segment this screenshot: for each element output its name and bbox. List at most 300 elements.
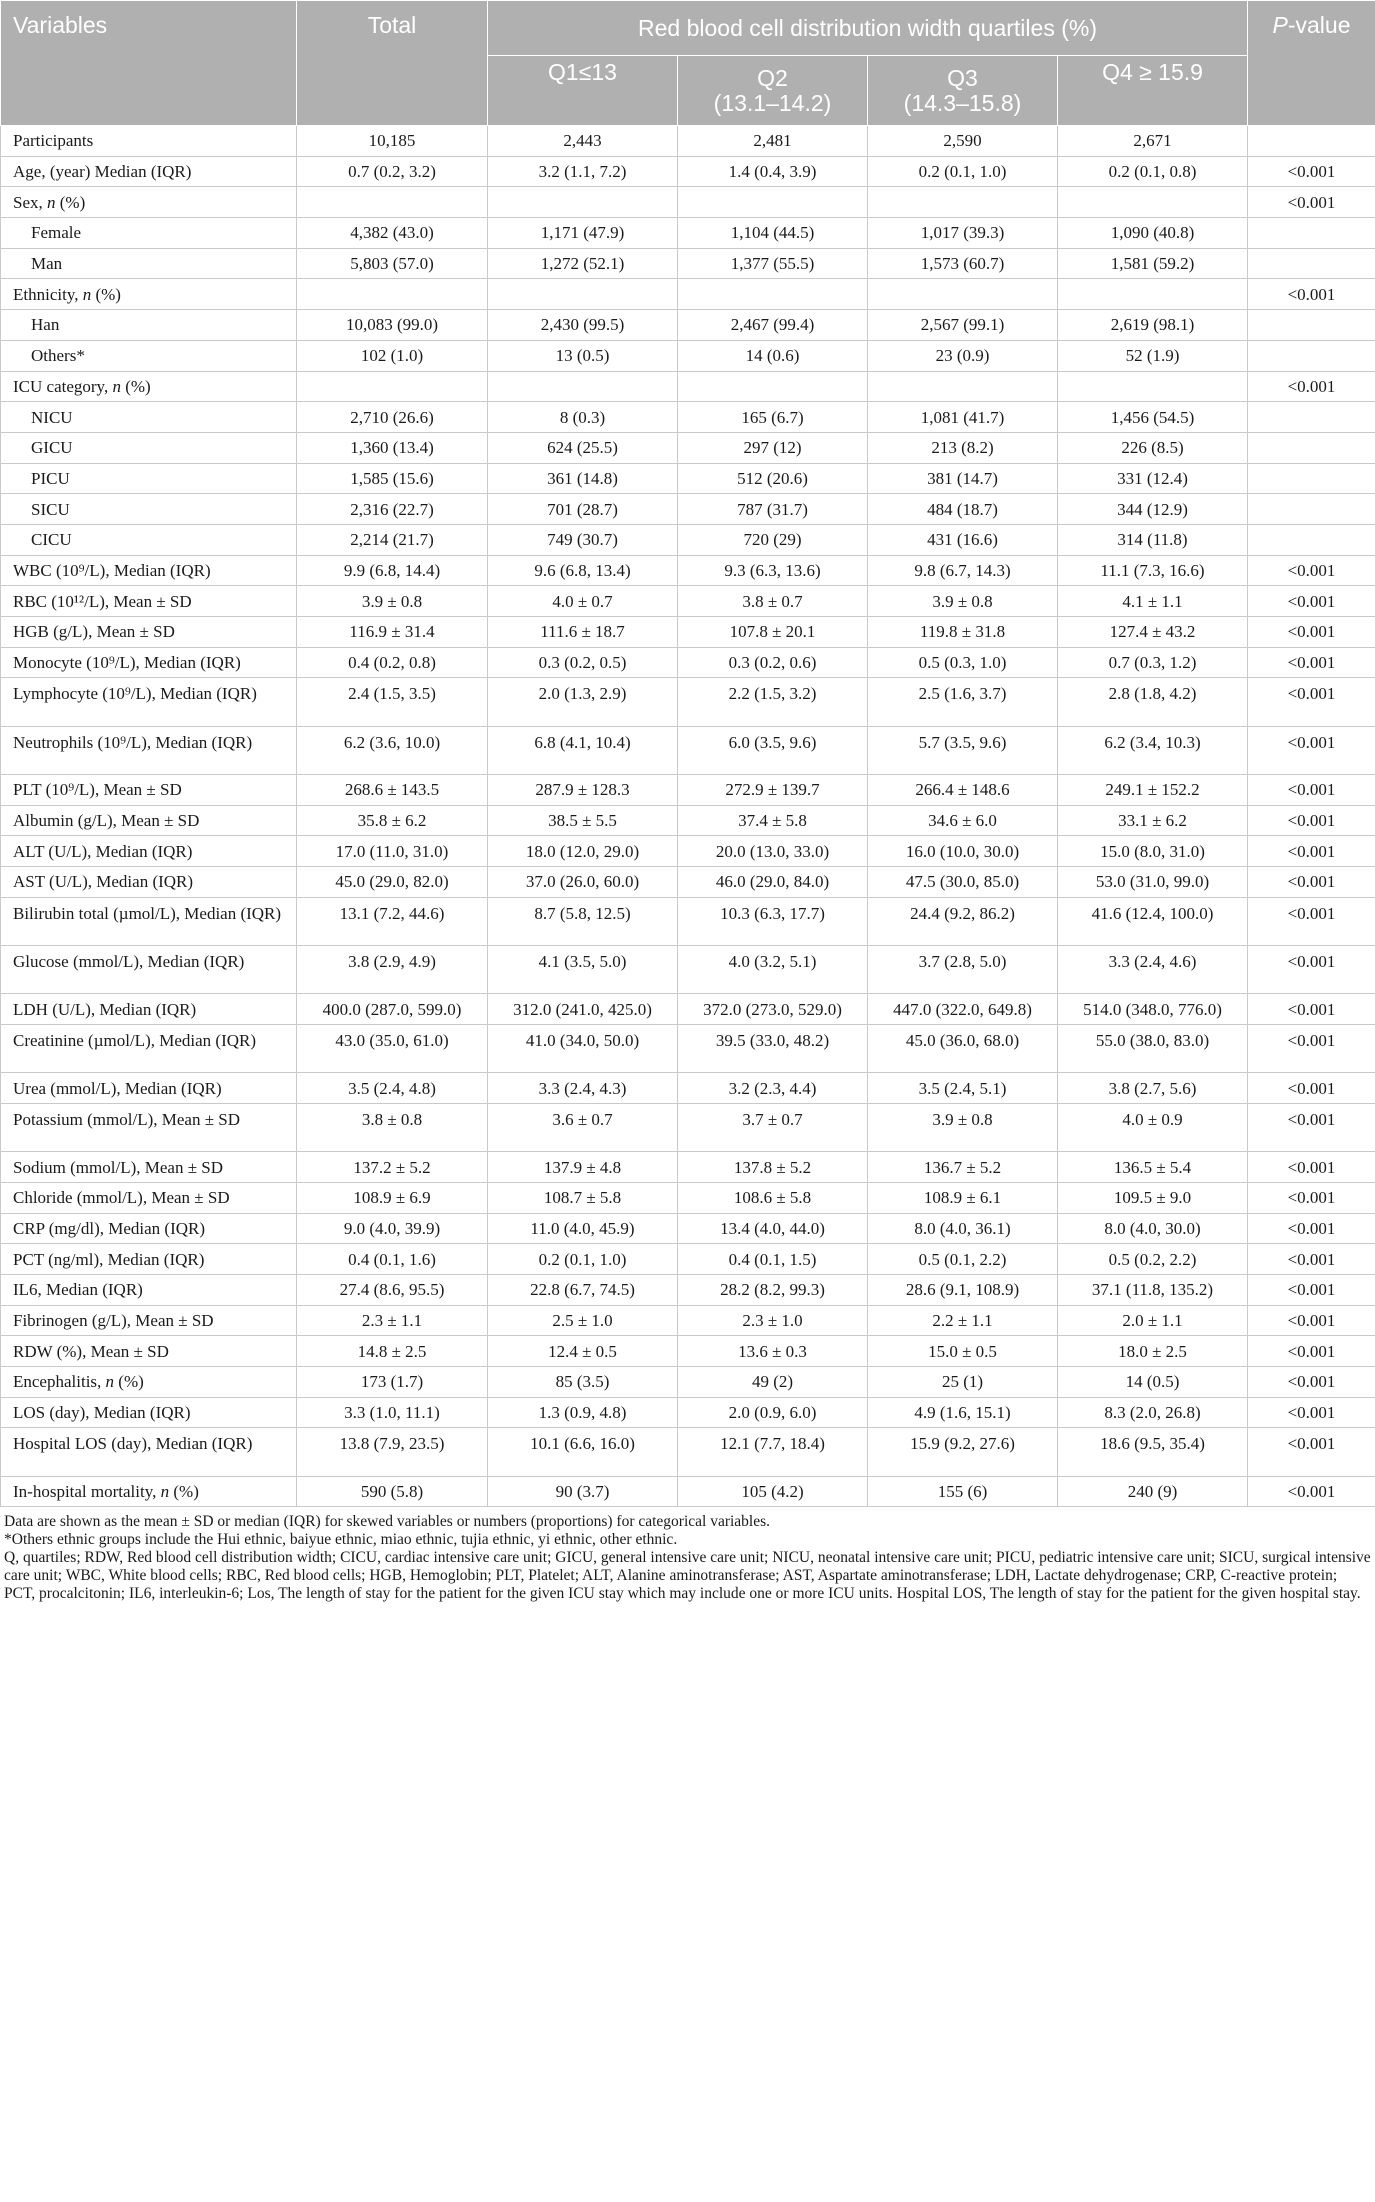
p-value-cell [1248, 432, 1375, 463]
q1-cell: 90 (3.7) [488, 1476, 678, 1507]
stat-n-symbol: n [105, 1372, 115, 1392]
q1-cell [488, 279, 678, 310]
total-cell: 3.5 (2.4, 4.8) [297, 1073, 488, 1104]
q1-cell: 11.0 (4.0, 45.9) [488, 1213, 678, 1244]
q3-cell: 1,573 (60.7) [868, 248, 1058, 279]
total-cell [297, 371, 488, 402]
q1-cell: 3.6 ± 0.7 [488, 1103, 678, 1151]
total-cell: 0.7 (0.2, 3.2) [297, 156, 488, 187]
p-value-cell: <0.001 [1248, 1025, 1375, 1073]
q4-cell: 331 (12.4) [1058, 463, 1248, 494]
q4-cell: 6.2 (3.4, 10.3) [1058, 726, 1248, 774]
q3-cell: 45.0 (36.0, 68.0) [868, 1025, 1058, 1073]
q3-cell: 4.9 (1.6, 15.1) [868, 1397, 1058, 1428]
total-cell: 4,382 (43.0) [297, 218, 488, 249]
q4-cell: 0.5 (0.2, 2.2) [1058, 1244, 1248, 1275]
p-value-cell: <0.001 [1248, 371, 1375, 402]
q2-cell: 272.9 ± 139.7 [678, 774, 868, 805]
q3-cell: 0.2 (0.1, 1.0) [868, 156, 1058, 187]
table-row [1, 867, 1375, 898]
q1-cell: 312.0 (241.0, 425.0) [488, 994, 678, 1025]
p-value-cell: <0.001 [1248, 586, 1375, 617]
header-q1: Q1≤13 [488, 56, 678, 126]
q2-cell: 39.5 (33.0, 48.2) [678, 1025, 868, 1073]
q2-cell: 372.0 (273.0, 529.0) [678, 994, 868, 1025]
total-cell: 5,803 (57.0) [297, 248, 488, 279]
q4-cell: 344 (12.9) [1058, 494, 1248, 525]
variable-cell: Encephalitis, n (%) [1, 1367, 297, 1398]
p-value-cell: <0.001 [1248, 994, 1375, 1025]
p-value-cell: <0.001 [1248, 1336, 1375, 1367]
q2-cell: 787 (31.7) [678, 494, 868, 525]
total-cell: 2.4 (1.5, 3.5) [297, 678, 488, 726]
variable-cell: IL6, Median (IQR) [1, 1275, 297, 1306]
table-row [1, 463, 1375, 494]
table-row [1, 494, 1375, 525]
q4-cell: 136.5 ± 5.4 [1058, 1152, 1248, 1183]
q3-cell: 3.5 (2.4, 5.1) [868, 1073, 1058, 1104]
footnote-abbreviations: Q, quartiles; RDW, Red blood cell distribution width; CICU, cardiac intensive care unit; GICU, general intensive care unit; NICU, neonatal intensive care unit; PICU, pediatric intensive care unit; SICU, surgical intensive care unit; WBC, White blood cells; RBC, Red blood cells; HGB, Hemoglobin; PLT, Platelet; ALT, Alanine aminotransferase; AST, Aspartate aminotransferase; LDH, Lactate dehydrogenase; CRP, C-reactive protein; PCT, procalcitonin; IL6, interleukin-6; Los, The length of stay for the patient for the given ICU stay which may include one or more ICU units. Hospital LOS, The length of stay for the patient for the given hospital stay. [4, 1549, 1371, 1603]
q4-cell: 15.0 (8.0, 31.0) [1058, 836, 1248, 867]
p-value-cell [1248, 218, 1375, 249]
table-row [1, 805, 1375, 836]
table-footnotes [0, 1507, 1375, 1603]
header-p-italic: P [1272, 12, 1288, 38]
q3-cell: 28.6 (9.1, 108.9) [868, 1275, 1058, 1306]
total-cell: 9.0 (4.0, 39.9) [297, 1213, 488, 1244]
q4-cell: 514.0 (348.0, 776.0) [1058, 994, 1248, 1025]
variable-cell: Potassium (mmol/L), Mean ± SD [1, 1103, 297, 1151]
q3-cell: 3.7 (2.8, 5.0) [868, 946, 1058, 994]
total-cell: 45.0 (29.0, 82.0) [297, 867, 488, 898]
total-cell: 35.8 ± 6.2 [297, 805, 488, 836]
q1-cell: 1.3 (0.9, 4.8) [488, 1397, 678, 1428]
header-rdw-quartiles: Red blood cell distribution width quartiles (%) [488, 1, 1248, 56]
p-value-cell: <0.001 [1248, 946, 1375, 994]
q3-cell: 136.7 ± 5.2 [868, 1152, 1058, 1183]
stat-n-symbol: n [160, 1482, 170, 1502]
variable-cell: PLT (10⁹/L), Mean ± SD [1, 774, 297, 805]
total-cell: 2,316 (22.7) [297, 494, 488, 525]
variable-cell: PCT (ng/ml), Median (IQR) [1, 1244, 297, 1275]
p-value-cell [1248, 340, 1375, 371]
variable-cell: Han [1, 310, 297, 341]
total-cell: 2.3 ± 1.1 [297, 1305, 488, 1336]
total-cell: 9.9 (6.8, 14.4) [297, 555, 488, 586]
q4-cell: 4.1 ± 1.1 [1058, 586, 1248, 617]
p-value-cell [1248, 126, 1375, 157]
table-row [1, 897, 1375, 945]
q4-cell: 0.7 (0.3, 1.2) [1058, 647, 1248, 678]
q3-cell: 447.0 (322.0, 649.8) [868, 994, 1058, 1025]
stat-n-symbol: n [112, 376, 121, 396]
q1-cell: 111.6 ± 18.7 [488, 617, 678, 648]
q3-cell: 24.4 (9.2, 86.2) [868, 897, 1058, 945]
q1-cell: 361 (14.8) [488, 463, 678, 494]
q1-cell: 108.7 ± 5.8 [488, 1182, 678, 1213]
total-cell [297, 279, 488, 310]
variable-cell: RDW (%), Mean ± SD [1, 1336, 297, 1367]
q3-cell: 155 (6) [868, 1476, 1058, 1507]
table-row [1, 1367, 1375, 1398]
q4-cell: 1,581 (59.2) [1058, 248, 1248, 279]
table-row [1, 836, 1375, 867]
variable-cell: Fibrinogen (g/L), Mean ± SD [1, 1305, 297, 1336]
total-cell: 3.3 (1.0, 11.1) [297, 1397, 488, 1428]
q4-cell: 249.1 ± 152.2 [1058, 774, 1248, 805]
total-cell: 13.1 (7.2, 44.6) [297, 897, 488, 945]
q3-cell: 484 (18.7) [868, 494, 1058, 525]
table-row [1, 555, 1375, 586]
q1-cell: 0.3 (0.2, 0.5) [488, 647, 678, 678]
table-row [1, 726, 1375, 774]
total-cell: 173 (1.7) [297, 1367, 488, 1398]
table-row [1, 617, 1375, 648]
p-value-cell: <0.001 [1248, 647, 1375, 678]
q4-cell: 2.8 (1.8, 4.2) [1058, 678, 1248, 726]
table-row [1, 586, 1375, 617]
p-value-cell [1248, 463, 1375, 494]
total-cell: 268.6 ± 143.5 [297, 774, 488, 805]
total-cell: 116.9 ± 31.4 [297, 617, 488, 648]
q2-cell: 6.0 (3.5, 9.6) [678, 726, 868, 774]
q2-cell: 297 (12) [678, 432, 868, 463]
table-row [1, 1152, 1375, 1183]
q1-cell: 12.4 ± 0.5 [488, 1336, 678, 1367]
p-value-cell [1248, 248, 1375, 279]
q4-cell: 0.2 (0.1, 0.8) [1058, 156, 1248, 187]
total-cell: 2,214 (21.7) [297, 524, 488, 555]
q1-cell: 9.6 (6.8, 13.4) [488, 555, 678, 586]
p-value-cell: <0.001 [1248, 1305, 1375, 1336]
p-value-cell: <0.001 [1248, 555, 1375, 586]
q3-cell: 1,017 (39.3) [868, 218, 1058, 249]
variable-cell: Chloride (mmol/L), Mean ± SD [1, 1182, 297, 1213]
stat-n-symbol: n [47, 192, 56, 212]
q3-cell [868, 187, 1058, 218]
q1-cell: 4.1 (3.5, 5.0) [488, 946, 678, 994]
q2-cell [678, 187, 868, 218]
q2-cell: 49 (2) [678, 1367, 868, 1398]
stat-n-symbol: n [82, 284, 92, 304]
total-cell: 17.0 (11.0, 31.0) [297, 836, 488, 867]
q2-cell: 105 (4.2) [678, 1476, 868, 1507]
table-row [1, 432, 1375, 463]
header-q3-range: (14.3–15.8) [903, 89, 1022, 116]
table-row [1, 678, 1375, 726]
q3-cell: 25 (1) [868, 1367, 1058, 1398]
variable-cell: HGB (g/L), Mean ± SD [1, 617, 297, 648]
q1-cell: 22.8 (6.7, 74.5) [488, 1275, 678, 1306]
q1-cell: 8 (0.3) [488, 402, 678, 433]
header-q2-label: Q2 [757, 64, 788, 91]
total-cell: 2,710 (26.6) [297, 402, 488, 433]
q3-cell: 3.9 ± 0.8 [868, 1103, 1058, 1151]
q1-cell: 137.9 ± 4.8 [488, 1152, 678, 1183]
header-total: Total [297, 1, 488, 126]
total-cell: 1,585 (15.6) [297, 463, 488, 494]
total-cell: 0.4 (0.1, 1.6) [297, 1244, 488, 1275]
q3-cell: 16.0 (10.0, 30.0) [868, 836, 1058, 867]
variable-cell: Creatinine (µmol/L), Median (IQR) [1, 1025, 297, 1073]
table-row [1, 310, 1375, 341]
q2-cell: 137.8 ± 5.2 [678, 1152, 868, 1183]
table-row [1, 187, 1375, 218]
q4-cell: 41.6 (12.4, 100.0) [1058, 897, 1248, 945]
q1-cell: 38.5 ± 5.5 [488, 805, 678, 836]
p-value-cell: <0.001 [1248, 1213, 1375, 1244]
q2-cell: 9.3 (6.3, 13.6) [678, 555, 868, 586]
q3-cell: 2.2 ± 1.1 [868, 1305, 1058, 1336]
total-cell: 108.9 ± 6.9 [297, 1182, 488, 1213]
q4-cell [1058, 187, 1248, 218]
q4-cell: 3.3 (2.4, 4.6) [1058, 946, 1248, 994]
total-cell: 1,360 (13.4) [297, 432, 488, 463]
variable-cell: ALT (U/L), Median (IQR) [1, 836, 297, 867]
q2-cell: 2.2 (1.5, 3.2) [678, 678, 868, 726]
q2-cell: 2,481 [678, 126, 868, 157]
table-row [1, 994, 1375, 1025]
q1-cell: 18.0 (12.0, 29.0) [488, 836, 678, 867]
q2-cell [678, 279, 868, 310]
q1-cell [488, 187, 678, 218]
variable-cell: Participants [1, 126, 297, 157]
q4-cell: 11.1 (7.3, 16.6) [1058, 555, 1248, 586]
q3-cell: 9.8 (6.7, 14.3) [868, 555, 1058, 586]
table-row [1, 1073, 1375, 1104]
table-row [1, 279, 1375, 310]
total-cell: 43.0 (35.0, 61.0) [297, 1025, 488, 1073]
q2-cell: 14 (0.6) [678, 340, 868, 371]
total-cell: 14.8 ± 2.5 [297, 1336, 488, 1367]
q3-cell [868, 279, 1058, 310]
variable-cell: Man [1, 248, 297, 279]
variable-cell: CRP (mg/dl), Median (IQR) [1, 1213, 297, 1244]
p-value-cell: <0.001 [1248, 897, 1375, 945]
q1-cell: 37.0 (26.0, 60.0) [488, 867, 678, 898]
p-value-cell: <0.001 [1248, 1244, 1375, 1275]
table-row [1, 248, 1375, 279]
q2-cell: 28.2 (8.2, 99.3) [678, 1275, 868, 1306]
variable-cell: Sex, n (%) [1, 187, 297, 218]
variable-cell: Monocyte (10⁹/L), Median (IQR) [1, 647, 297, 678]
q3-cell: 119.8 ± 31.8 [868, 617, 1058, 648]
q4-cell: 55.0 (38.0, 83.0) [1058, 1025, 1248, 1073]
q4-cell: 8.0 (4.0, 30.0) [1058, 1213, 1248, 1244]
q2-cell: 1.4 (0.4, 3.9) [678, 156, 868, 187]
q3-cell: 2,590 [868, 126, 1058, 157]
q2-cell: 2.3 ± 1.0 [678, 1305, 868, 1336]
q4-cell: 109.5 ± 9.0 [1058, 1182, 1248, 1213]
q3-cell: 1,081 (41.7) [868, 402, 1058, 433]
q3-cell: 0.5 (0.3, 1.0) [868, 647, 1058, 678]
variable-cell: Age, (year) Median (IQR) [1, 156, 297, 187]
q4-cell: 37.1 (11.8, 135.2) [1058, 1275, 1248, 1306]
q2-cell: 13.6 ± 0.3 [678, 1336, 868, 1367]
total-cell: 0.4 (0.2, 0.8) [297, 647, 488, 678]
p-value-cell [1248, 524, 1375, 555]
variable-cell: Hospital LOS (day), Median (IQR) [1, 1428, 297, 1476]
q1-cell: 1,272 (52.1) [488, 248, 678, 279]
total-cell: 6.2 (3.6, 10.0) [297, 726, 488, 774]
total-cell [297, 187, 488, 218]
variable-cell: Ethnicity, n (%) [1, 279, 297, 310]
q2-cell: 165 (6.7) [678, 402, 868, 433]
header-variables: Variables [1, 1, 297, 126]
table-body [1, 126, 1375, 1507]
table-row [1, 218, 1375, 249]
variable-cell: Female [1, 218, 297, 249]
p-value-cell: <0.001 [1248, 774, 1375, 805]
variable-cell: LDH (U/L), Median (IQR) [1, 994, 297, 1025]
q4-cell: 2.0 ± 1.1 [1058, 1305, 1248, 1336]
q1-cell: 2,443 [488, 126, 678, 157]
q2-cell: 37.4 ± 5.8 [678, 805, 868, 836]
total-cell: 10,083 (99.0) [297, 310, 488, 341]
p-value-cell [1248, 402, 1375, 433]
q1-cell: 6.8 (4.1, 10.4) [488, 726, 678, 774]
q4-cell: 226 (8.5) [1058, 432, 1248, 463]
q2-cell: 2.0 (0.9, 6.0) [678, 1397, 868, 1428]
q3-cell: 15.0 ± 0.5 [868, 1336, 1058, 1367]
table-row [1, 402, 1375, 433]
q3-cell: 0.5 (0.1, 2.2) [868, 1244, 1058, 1275]
header-q4: Q4 ≥ 15.9 [1058, 56, 1248, 126]
variable-cell: Lymphocyte (10⁹/L), Median (IQR) [1, 678, 297, 726]
q3-cell: 108.9 ± 6.1 [868, 1182, 1058, 1213]
table-row [1, 1275, 1375, 1306]
q1-cell: 8.7 (5.8, 12.5) [488, 897, 678, 945]
q4-cell: 4.0 ± 0.9 [1058, 1103, 1248, 1151]
total-cell: 13.8 (7.9, 23.5) [297, 1428, 488, 1476]
p-value-cell: <0.001 [1248, 1275, 1375, 1306]
q1-cell: 3.2 (1.1, 7.2) [488, 156, 678, 187]
header-p-rest: -value [1287, 12, 1351, 38]
table-row [1, 1428, 1375, 1476]
variable-cell: NICU [1, 402, 297, 433]
q4-cell: 3.8 (2.7, 5.6) [1058, 1073, 1248, 1104]
q1-cell: 1,171 (47.9) [488, 218, 678, 249]
q3-cell: 3.9 ± 0.8 [868, 586, 1058, 617]
p-value-cell: <0.001 [1248, 867, 1375, 898]
q1-cell: 2,430 (99.5) [488, 310, 678, 341]
total-cell: 3.8 (2.9, 4.9) [297, 946, 488, 994]
p-value-cell: <0.001 [1248, 156, 1375, 187]
q3-cell: 266.4 ± 148.6 [868, 774, 1058, 805]
q4-cell: 127.4 ± 43.2 [1058, 617, 1248, 648]
variable-cell: Glucose (mmol/L), Median (IQR) [1, 946, 297, 994]
variable-cell: Albumin (g/L), Mean ± SD [1, 805, 297, 836]
p-value-cell: <0.001 [1248, 678, 1375, 726]
q3-cell: 47.5 (30.0, 85.0) [868, 867, 1058, 898]
header-q2 [678, 56, 868, 126]
variable-cell: PICU [1, 463, 297, 494]
table-row [1, 1336, 1375, 1367]
total-cell: 3.8 ± 0.8 [297, 1103, 488, 1151]
q1-cell: 287.9 ± 128.3 [488, 774, 678, 805]
header-q2-range: (13.1–14.2) [713, 89, 832, 116]
variable-cell: ICU category, n (%) [1, 371, 297, 402]
p-value-cell: <0.001 [1248, 187, 1375, 218]
p-value-cell: <0.001 [1248, 805, 1375, 836]
p-value-cell: <0.001 [1248, 836, 1375, 867]
total-cell: 10,185 [297, 126, 488, 157]
q1-cell: 749 (30.7) [488, 524, 678, 555]
table-row [1, 946, 1375, 994]
q3-cell: 2,567 (99.1) [868, 310, 1058, 341]
q3-cell: 5.7 (3.5, 9.6) [868, 726, 1058, 774]
table-row [1, 1103, 1375, 1151]
q3-cell: 15.9 (9.2, 27.6) [868, 1428, 1058, 1476]
p-value-cell [1248, 494, 1375, 525]
table-row [1, 371, 1375, 402]
p-value-cell: <0.001 [1248, 1397, 1375, 1428]
variable-cell: RBC (10¹²/L), Mean ± SD [1, 586, 297, 617]
total-cell: 590 (5.8) [297, 1476, 488, 1507]
table-row [1, 1397, 1375, 1428]
header-q3 [868, 56, 1058, 126]
q1-cell [488, 371, 678, 402]
q1-cell: 701 (28.7) [488, 494, 678, 525]
q2-cell: 512 (20.6) [678, 463, 868, 494]
p-value-cell: <0.001 [1248, 617, 1375, 648]
p-value-cell: <0.001 [1248, 1428, 1375, 1476]
q3-cell: 23 (0.9) [868, 340, 1058, 371]
variable-cell: SICU [1, 494, 297, 525]
q4-cell: 2,619 (98.1) [1058, 310, 1248, 341]
variable-cell: CICU [1, 524, 297, 555]
q1-cell: 624 (25.5) [488, 432, 678, 463]
q4-cell: 33.1 ± 6.2 [1058, 805, 1248, 836]
p-value-cell: <0.001 [1248, 1103, 1375, 1151]
q2-cell: 720 (29) [678, 524, 868, 555]
total-cell: 137.2 ± 5.2 [297, 1152, 488, 1183]
table-row [1, 1244, 1375, 1275]
q3-cell: 213 (8.2) [868, 432, 1058, 463]
table-row [1, 524, 1375, 555]
q4-cell [1058, 279, 1248, 310]
p-value-cell: <0.001 [1248, 1073, 1375, 1104]
variable-cell: LOS (day), Median (IQR) [1, 1397, 297, 1428]
table-row [1, 647, 1375, 678]
table-row [1, 1025, 1375, 1073]
variable-cell: GICU [1, 432, 297, 463]
table-row [1, 1213, 1375, 1244]
q2-cell: 1,104 (44.5) [678, 218, 868, 249]
q4-cell: 1,456 (54.5) [1058, 402, 1248, 433]
q2-cell: 3.7 ± 0.7 [678, 1103, 868, 1151]
total-cell: 400.0 (287.0, 599.0) [297, 994, 488, 1025]
total-cell: 102 (1.0) [297, 340, 488, 371]
q4-cell: 8.3 (2.0, 26.8) [1058, 1397, 1248, 1428]
q2-cell: 0.3 (0.2, 0.6) [678, 647, 868, 678]
q4-cell: 2,671 [1058, 126, 1248, 157]
q4-cell: 14 (0.5) [1058, 1367, 1248, 1398]
q4-cell: 53.0 (31.0, 99.0) [1058, 867, 1248, 898]
q2-cell: 12.1 (7.7, 18.4) [678, 1428, 868, 1476]
variable-cell: Sodium (mmol/L), Mean ± SD [1, 1152, 297, 1183]
q4-cell: 314 (11.8) [1058, 524, 1248, 555]
table-header [1, 1, 1375, 126]
q2-cell: 2,467 (99.4) [678, 310, 868, 341]
variable-cell: In-hospital mortality, n (%) [1, 1476, 297, 1507]
header-q3-label: Q3 [947, 64, 978, 91]
header-p-value [1248, 1, 1375, 126]
q4-cell: 1,090 (40.8) [1058, 218, 1248, 249]
footnote-ethnic-groups: *Others ethnic groups include the Hui ethnic, baiyue ethnic, miao ethnic, tujia ethnic, yi ethnic, other ethnic. [4, 1531, 678, 1549]
q2-cell: 3.2 (2.3, 4.4) [678, 1073, 868, 1104]
variable-cell: WBC (10⁹/L), Median (IQR) [1, 555, 297, 586]
